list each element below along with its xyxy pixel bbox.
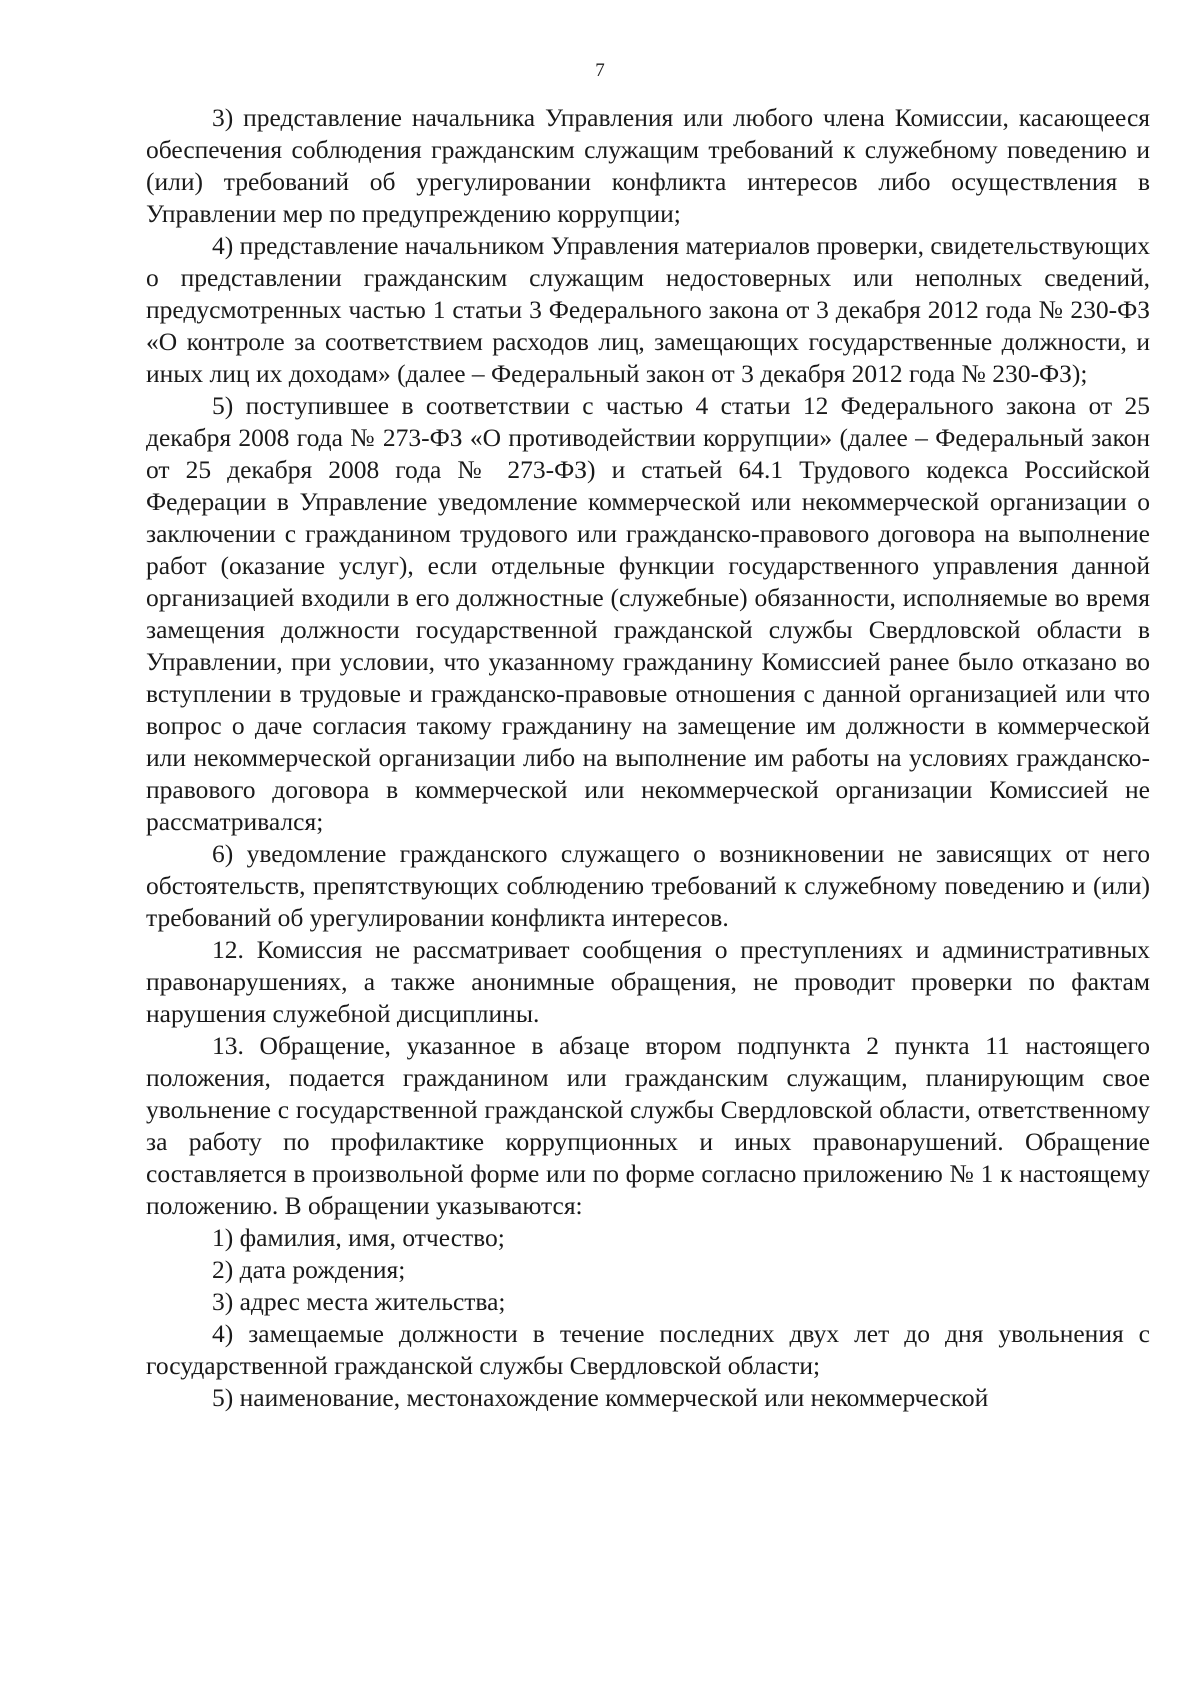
paragraph-item-4: 4) представление начальником Управления материалов проверки, свидетельствующих о представлении гражданским служащим недостоверных или неполных сведений, предусмотренных частью 1 статьи 3 Федерального закона от 3 декабря 2012 года № 230-ФЗ «О контроле за соответствием расходов лиц, замещающих государственные должности, и иных лиц их доходам» (далее – Федеральный закон от 3 декабря 2012 года № 230-ФЗ); bbox=[146, 231, 1150, 388]
paragraph-item-5: 5) поступившее в соответствии с частью 4 статьи 12 Федерального закона от 25 декабря 2008 года № 273-ФЗ «О противодействии коррупции» (далее – Федеральный закон от 25 декабря 2008 года № 273-ФЗ) и статьей 64.1 Трудового кодекса Российской Федерации в Управление уведомление коммерческой или некоммерческой организации о заключении с гражданином трудового или гражданско-правового договора на выполнение работ (оказание услуг), если отдельные функции государственного управления данной организацией входили в его должностные (служебные) обязанности, исполняемые во время замещения должности государственной гражданской службы Свердловской области в Управлении, при условии, что указанному гражданину Комиссией ранее было отказано во вступлении в трудовые и гражданско-правовые отношения с данной организацией или что вопрос о даче согласия такому гражданину на замещение им должности в коммерческой или некоммерческой организации либо на выполнение им работы на условиях гражданско-правового договора в коммерческой или некоммерческой организации Комиссией не рассматривался; bbox=[146, 391, 1150, 836]
list-item-full-name: 1) фамилия, имя, отчество; bbox=[212, 1223, 505, 1252]
paragraph-item-6: 6) уведомление гражданского служащего о возникновении не зависящих от него обстоятельств, препятствующих соблюдению требований к служебному поведению и (или) требований об урегулировании конфликта интересов. bbox=[146, 839, 1150, 932]
paragraph-clause-12: 12. Комиссия не рассматривает сообщения о преступлениях и административных правонарушениях, а также анонимные обращения, не проводит проверки по фактам нарушения служебной дисциплины. bbox=[146, 935, 1150, 1028]
list-item-address: 3) адрес места жительства; bbox=[212, 1287, 506, 1316]
paragraph-item-3: 3) представление начальника Управления или любого члена Комиссии, касающееся обеспечения соблюдения гражданским служащим требований к служебному поведению и (или) требований об урегулировании конфликта интересов либо осуществления в Управлении мер по предупреждению коррупции; bbox=[146, 103, 1150, 228]
page-number: 7 bbox=[595, 60, 605, 81]
list-item-positions: 4) замещаемые должности в течение последних двух лет до дня увольнения с государственной гражданской службы Свердловской области; bbox=[146, 1319, 1150, 1380]
list-item-birth-date: 2) дата рождения; bbox=[212, 1255, 406, 1284]
document-body bbox=[146, 102, 1150, 1414]
paragraph-clause-13: 13. Обращение, указанное в абзаце втором подпункта 2 пункта 11 настоящего положения, подается гражданином или гражданским служащим, планирующим свое увольнение с государственной гражданской службы Свердловской области, ответственному за работу по профилактике коррупционных и иных правонарушений. Обращение составляется в произвольной форме или по форме согласно приложению № 1 к настоящему положению. В обращении указываются: bbox=[146, 1031, 1150, 1220]
list-item-organization: 5) наименование, местонахождение коммерческой или некоммерческой bbox=[212, 1383, 989, 1412]
